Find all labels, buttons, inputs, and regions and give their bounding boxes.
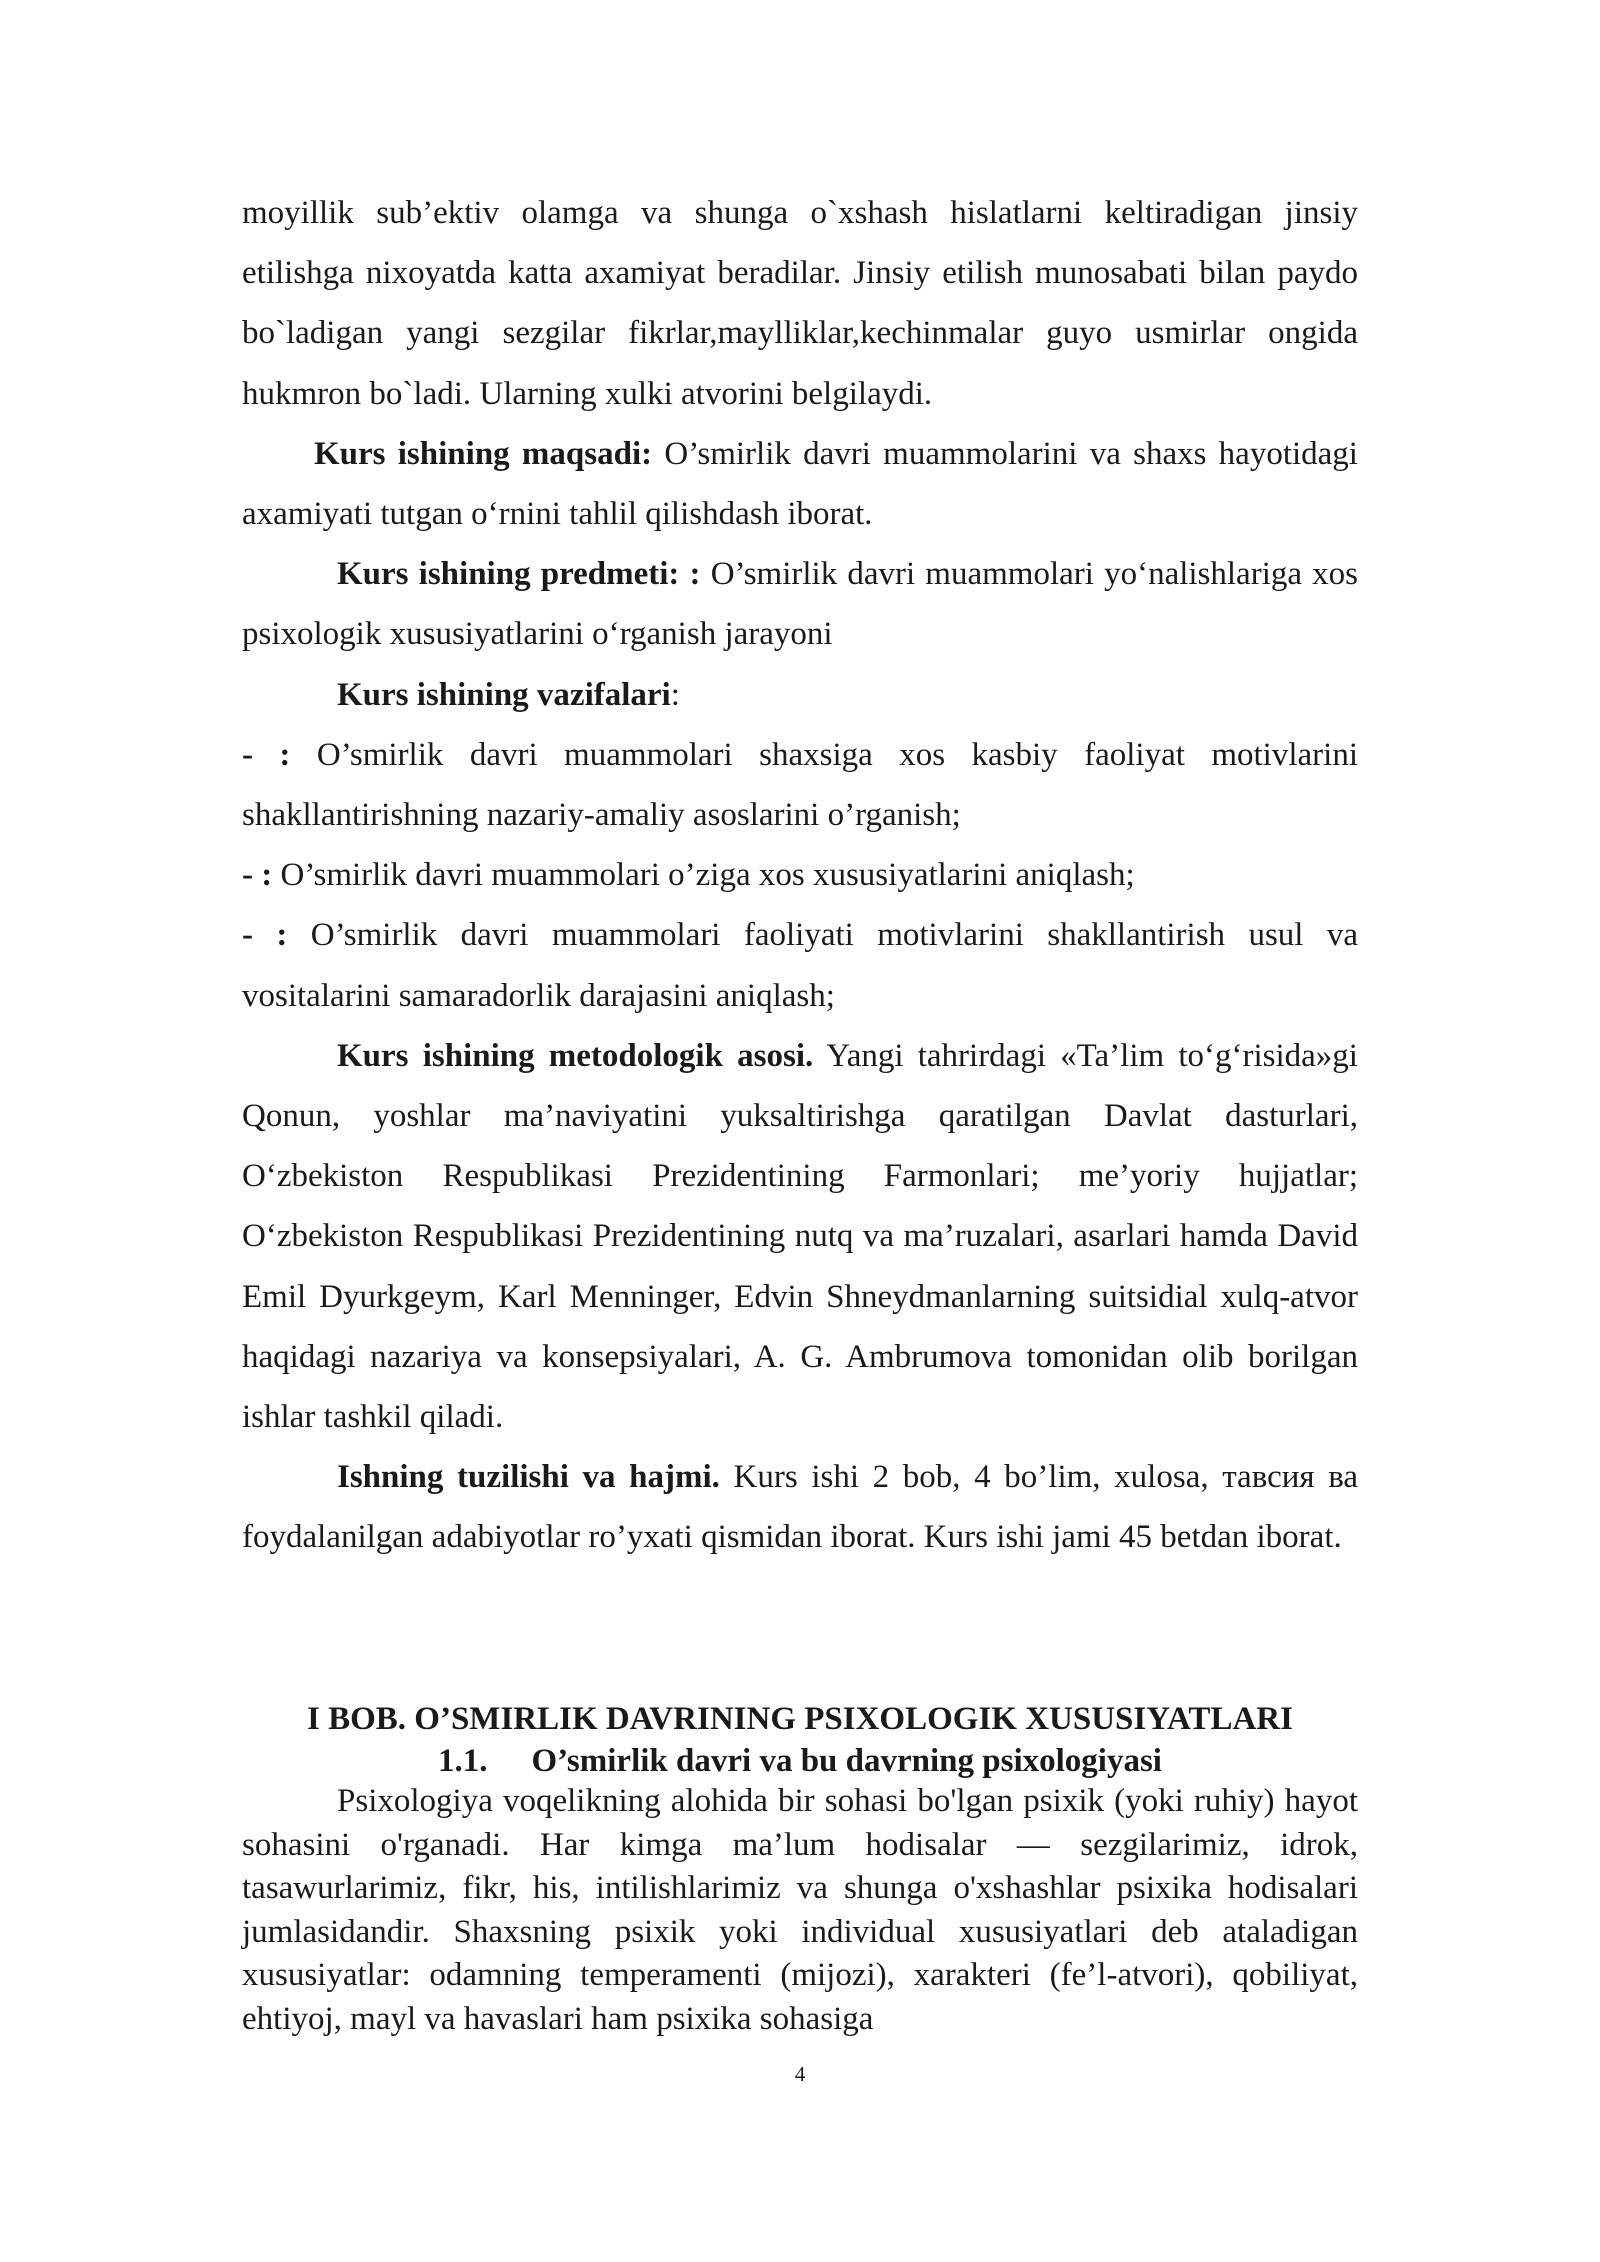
list-item-text: O’smirlik davri muammolari shaxsiga xos kasbiy faoliyat motivlarini shakllantirishning nazariy-amaliy asoslarini o’rganish; <box>242 736 1358 834</box>
chapter-heading: I BOB. O’SMIRLIK DAVRINING PSIXOLOGIK XUSUSIYATLARI <box>307 1701 1293 1737</box>
metodologik-text: Yangi tahrirdagi «Ta’lim to‘g‘risida»gi Qonun, yoshlar ma’naviyatini yuksaltirishga qaratilgan Davlat dasturlari, O‘zbekiston Respublikasi Prezidentining Farmonlari; me’yoriy hujjatlar; O‘zbekiston Respublikasi Prezidentining nutq va ma’ruzalari, asarlari hamda David Emil Dyurkgeym, Karl Menninger, Edvin Shneydmanlarning suitsidial xulq-atvor haqidagi nazariya va konsepsiyalari, A. G. Ambrumova tomonidan olib borilgan ishlar tashkil qiladi. <box>242 1037 1358 1436</box>
maqsad-text: O’smirlik davri muammolarini va shaxs hayotidagi axamiyati tutgan o‘rnini tahlil qilishdash iborat. <box>242 435 1358 533</box>
list-item-marker: - : <box>242 917 288 954</box>
metodologik-label: Kurs ishining metodologik asosi. <box>337 1037 814 1074</box>
list-item <box>242 725 1358 845</box>
predmet-paragraph <box>242 544 1358 664</box>
section-paragraph: Psixologiya voqelikning alohida bir sohasi bo'lgan psixik (yoki ruhiy) hayot sohasini o'rganadi. Har kimga ma’lum hodisalar — sezgilarimiz, idrok, tasawurlarimiz, fikr, his, intilishlarimiz va shunga o'xshashlar psixika hodisalari jumlasidandir. Shaxsning psixik yoki individual xususiyatlari deb ataladigan xususiyatlar: odamning temperamenti (mijozi), xarakteri (fe’l-atvori), qobiliyat, ehtiyoj, mayl va havaslari ham psixika sohasiga <box>242 1783 1358 2037</box>
predmet-label: Kurs ishining predmeti: : <box>337 556 701 593</box>
maqsad-label: Kurs ishining maqsadi: <box>314 435 653 472</box>
list-item-marker: - : <box>242 736 291 773</box>
metodologik-paragraph <box>242 1026 1358 1447</box>
vazifalar-heading <box>242 665 1358 725</box>
section-title: O’smirlik davri va bu davrning psixologiyasi <box>531 1743 1162 1779</box>
list-item <box>242 845 1358 905</box>
section-heading <box>242 1739 1358 1783</box>
intro-paragraph: moyillik sub’ektiv olamga va shunga o`xshash hislatlarni keltiradigan jinsiy etilishga nixoyatda katta axamiyat beradilar. Jinsiy etilish munosabati bilan paydo bo`ladigan yangi sezgilar fikrlar,maylliklar,kechinmalar guyo usmirlar ongida hukmron bo`ladi. Ularning xulki atvorini belgilaydi. <box>242 195 1358 412</box>
list-item <box>242 905 1358 1025</box>
list-item-text: O’smirlik davri muammolari o’ziga xos xususiyatlarini aniqlash; <box>272 857 1135 894</box>
body-text-lower <box>242 1780 1358 2041</box>
tuzilish-text: Kurs ishi 2 bob, 4 bo’lim, xulosa, тавсия ва foydalanilgan adabiyotlar ro’yxati qismidan iborat. Kurs ishi jami 45 betdan iborat. <box>242 1459 1358 1556</box>
page-number: 4 <box>794 2062 806 2086</box>
list-item-marker: - : <box>242 857 273 894</box>
predmet-text: O’smirlik davri muammolari yo‘nalishlariga xos psixologik xususiyatlarini o‘rganish jarayoni <box>242 556 1359 653</box>
tuzilish-label: Ishning tuzilishi va hajmi. <box>337 1459 720 1496</box>
section-number: 1.1. <box>438 1743 488 1779</box>
vazifalar-colon: : <box>670 676 680 713</box>
tuzilish-paragraph <box>242 1447 1358 1567</box>
maqsad-paragraph <box>242 424 1358 544</box>
list-item-text: O’smirlik davri muammolari faoliyati motivlarini shakllantirish usul va vositalarini samaradorlik darajasini aniqlash; <box>242 917 1358 1014</box>
vazifalar-label: Kurs ishining vazifalari <box>337 676 671 713</box>
body-text-upper <box>242 183 1358 1568</box>
